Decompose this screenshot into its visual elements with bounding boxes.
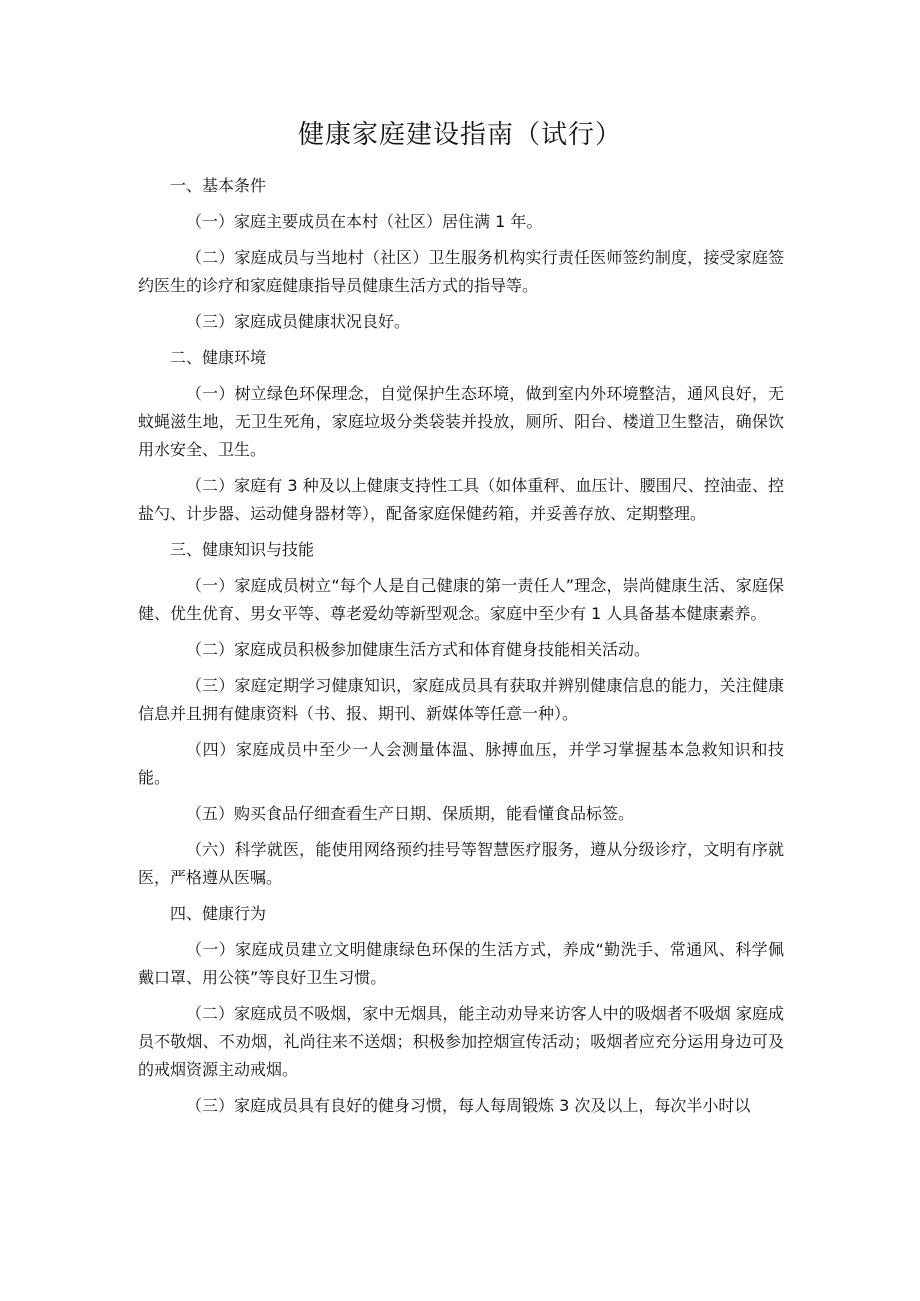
section-health-knowledge-skills xyxy=(138,536,784,892)
document-body xyxy=(138,172,784,1128)
section-basic-conditions xyxy=(138,172,784,336)
paragraph: （六）科学就医，能使用网络预约挂号等智慧医疗服务，遵从分级诊疗，文明有序就医，严格遵从医嘱。 xyxy=(138,840,784,887)
paragraph: （一）树立绿色环保理念，自觉保护生态环境，做到室内外环境整洁，通风良好，无蚊蝇滋生地，无卫生死角，家庭垃圾分类袋装并投放，厕所、阳台、楼道卫生整洁，确保饮用水安全、卫生。 xyxy=(138,384,784,459)
section-healthy-behavior xyxy=(138,900,784,1120)
paragraph: （三）家庭成员具有良好的健身习惯，每人每周锻炼 3 次及以上，每次半小时以 xyxy=(186,1096,751,1115)
paragraph: （二）家庭有 3 种及以上健康支持性工具（如体重秤、血压计、腰围尺、控油壶、控盐勺、计步器、运动健身器材等），配备家庭保健药箱，并妥善存放、定期整理。 xyxy=(138,476,784,523)
paragraph: （二）家庭成员与当地村（社区）卫生服务机构实行责任医师签约制度，接受家庭签约医生的诊疗和家庭健康指导员健康生活方式的指导等。 xyxy=(138,248,784,295)
paragraph: （二）家庭成员不吸烟，家中无烟具，能主动劝导来访客人中的吸烟者不吸烟 家庭成员不敬烟、不劝烟，礼尚往来不送烟；积极参加控烟宣传活动；吸烟者应充分运用身边可及的戒烟资源主动戒烟。 xyxy=(138,1004,784,1079)
paragraph: （五）购买食品仔细查看生产日期、保质期，能看懂食品标签。 xyxy=(186,804,635,823)
section-healthy-environment xyxy=(138,344,784,528)
section-heading: 三、健康知识与技能 xyxy=(170,540,315,559)
paragraph: （四）家庭成员中至少一人会测量体温、脉搏血压，并学习掌握基本急救知识和技能。 xyxy=(138,740,784,787)
section-heading: 二、健康环境 xyxy=(170,348,267,367)
section-heading: 一、基本条件 xyxy=(170,176,267,195)
paragraph: （一）家庭成员建立文明健康绿色环保的生活方式，养成“勤洗手、常通风、科学佩戴口罩、用公筷”等良好卫生习惯。 xyxy=(138,940,784,987)
paragraph: （三）家庭定期学习健康知识，家庭成员具有获取并辨别健康信息的能力，关注健康信息并且拥有健康资料（书、报、期刊、新媒体等任意一种）。 xyxy=(138,676,784,723)
paragraph: （一）家庭主要成员在本村（社区）居住满 1 年。 xyxy=(186,212,543,231)
section-heading: 四、健康行为 xyxy=(170,904,267,923)
paragraph: （二）家庭成员积极参加健康生活方式和体育健身技能相关活动。 xyxy=(186,640,651,659)
document-title: 健康家庭建设指南（试行） xyxy=(297,120,622,150)
paragraph: （三）家庭成员健康状况良好。 xyxy=(186,312,411,331)
paragraph: （一）家庭成员树立“每个人是自己健康的第一责任人”理念，崇尚健康生活、家庭保健、优生优育、男女平等、尊老爱幼等新型观念。家庭中至少有 1 人具备基本健康素养。 xyxy=(138,576,784,623)
